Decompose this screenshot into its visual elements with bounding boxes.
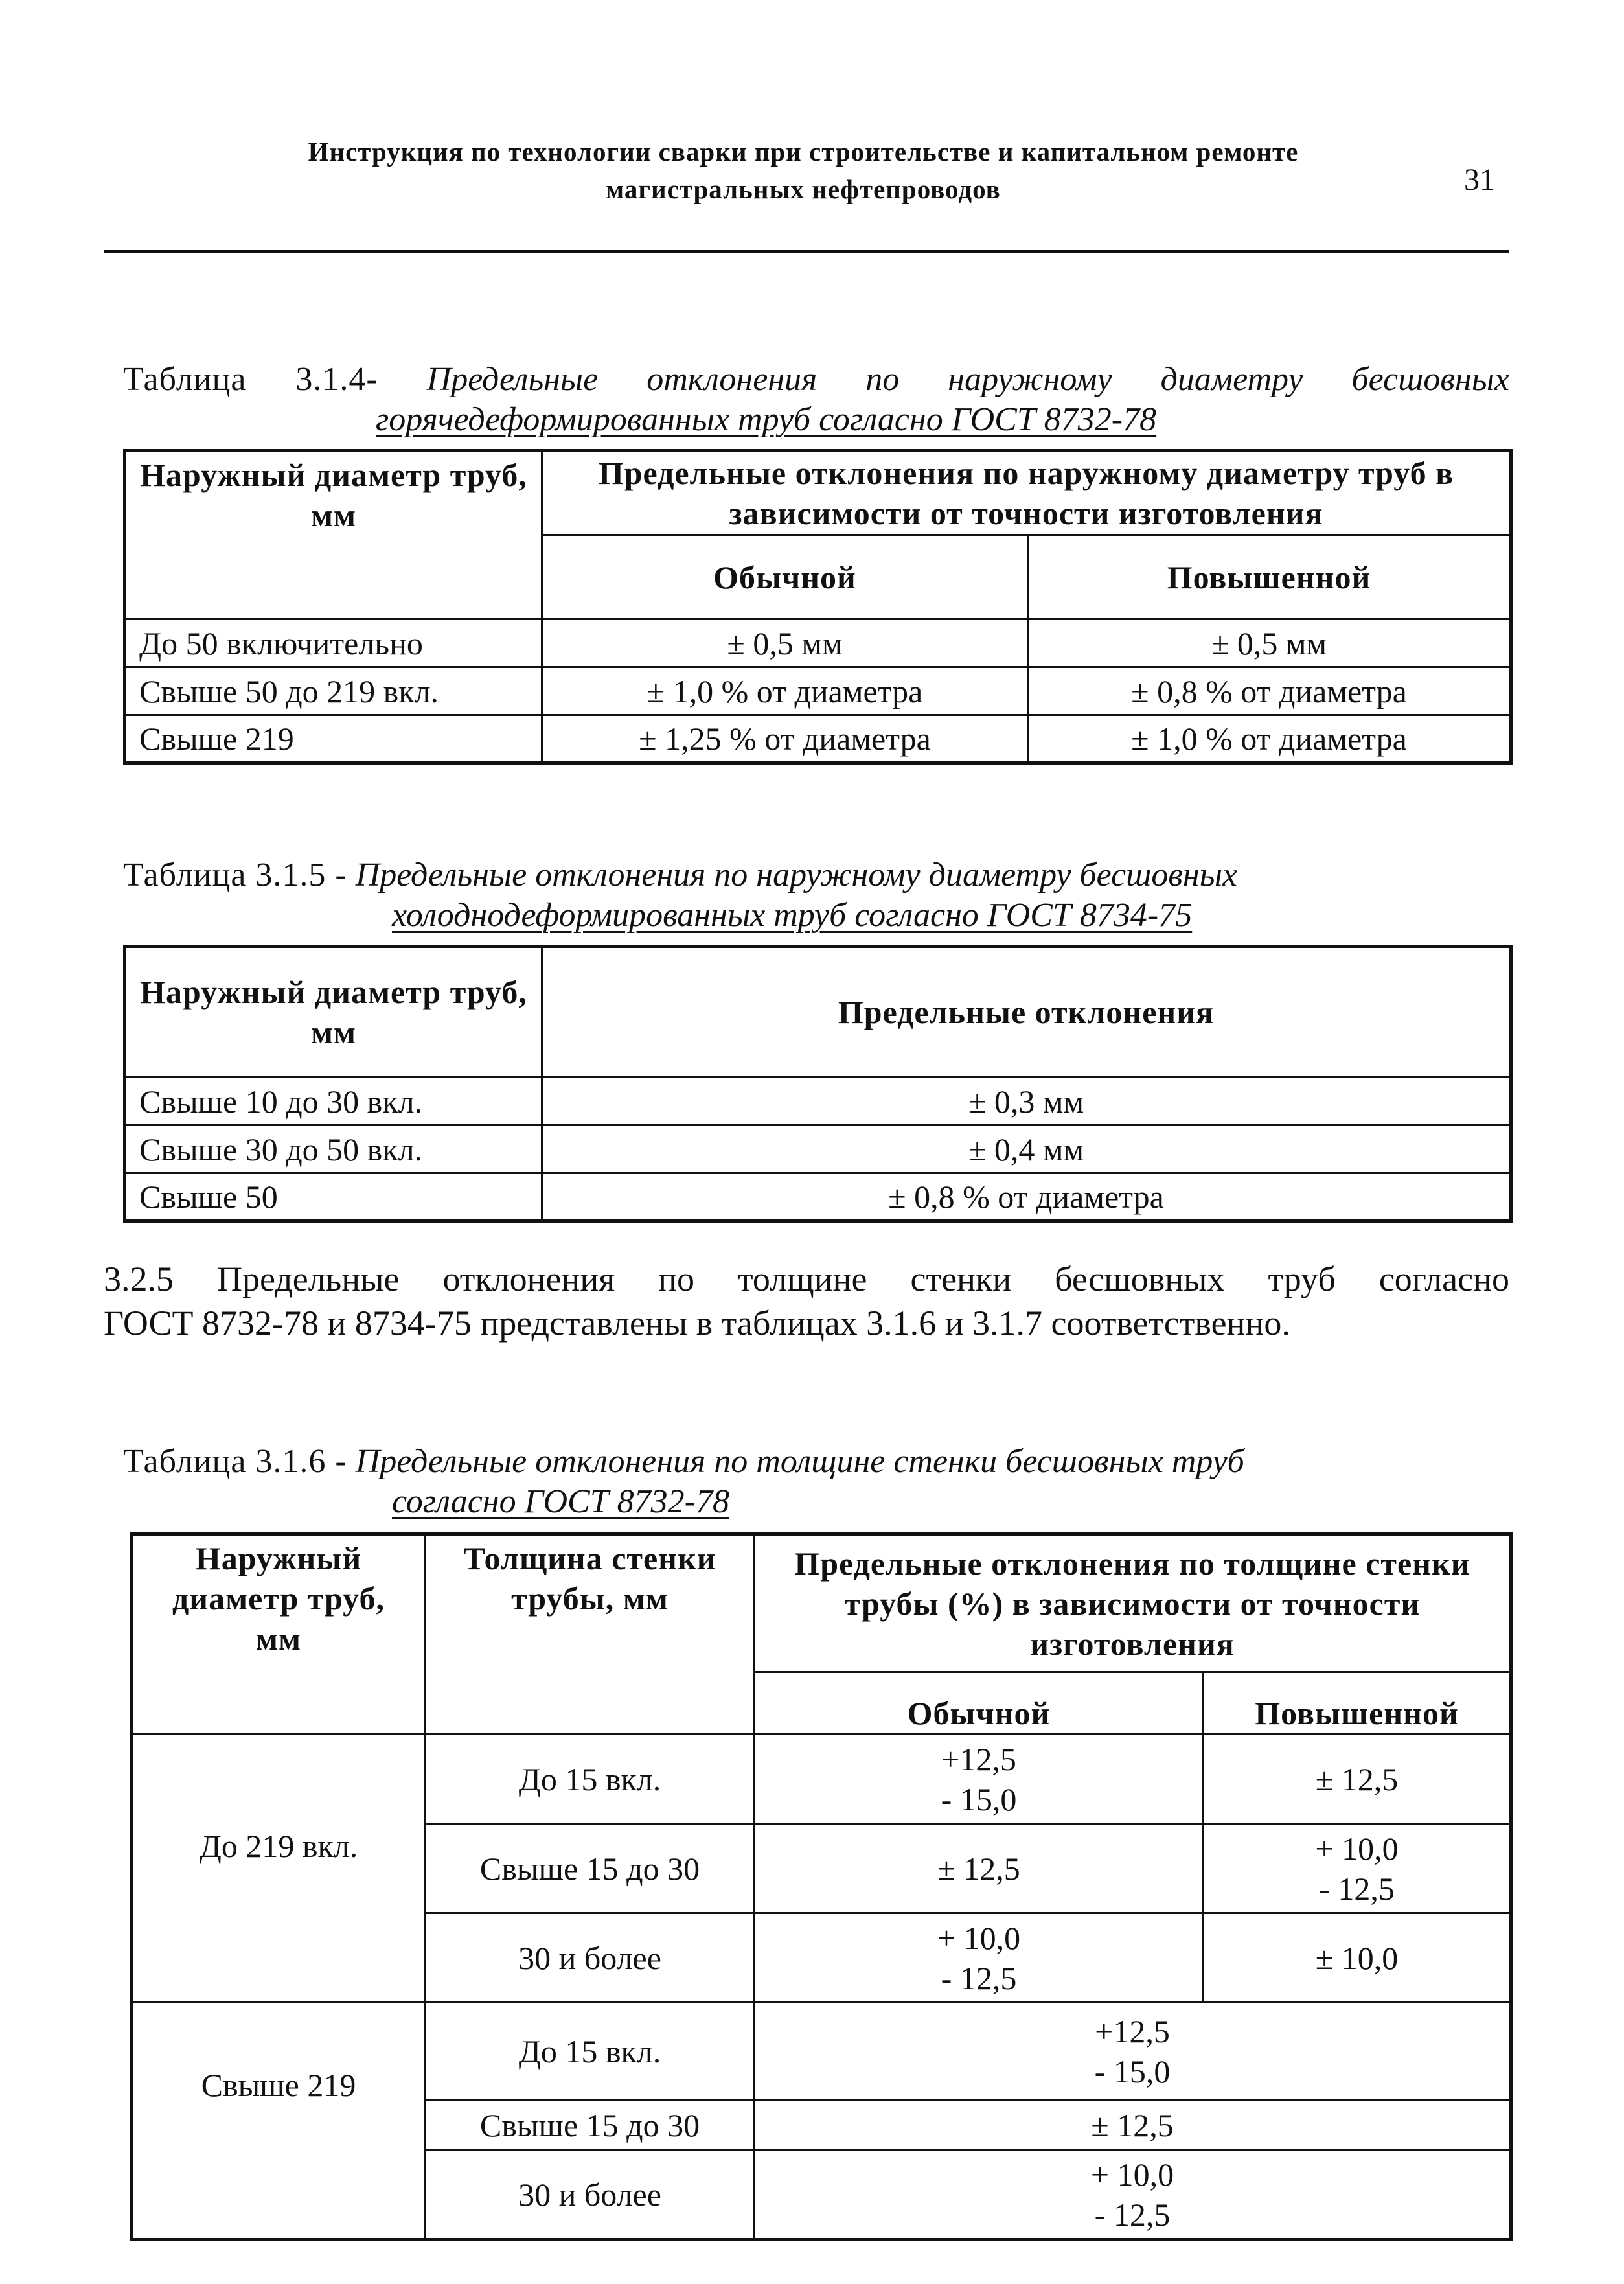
cell-diameter: Свыше 10 до 30 вкл. [125, 1078, 542, 1125]
table-3-1-5 [123, 945, 1513, 1223]
caption-label: Таблица 3.1.6 - [123, 1443, 347, 1480]
cell-diameter: Свыше 219 [132, 2003, 426, 2240]
deviation-plus: + 10,0 [937, 1919, 1021, 1956]
cell-increased [1204, 1824, 1511, 1913]
column-header-diameter: Наружный диаметр труб, мм [125, 451, 542, 619]
cell-thickness: До 15 вкл. [426, 2003, 755, 2100]
column-header-ordinary: Обычной [542, 535, 1028, 619]
cell-diameter: До 50 включительно [125, 619, 542, 667]
deviation-minus: - 12,5 [941, 1959, 1017, 1996]
caption-title-cont: горячедеформированных труб согласно ГОСТ 8732-78 [376, 401, 1157, 438]
deviation-minus: - 15,0 [941, 1781, 1017, 1817]
table-row [132, 1735, 1511, 1824]
cell-thickness: 30 и более [426, 1913, 755, 2003]
caption-label: Таблица 3.1.4- [123, 361, 378, 398]
header-line-2: магистральных нефтепроводов [606, 174, 1001, 204]
column-header-diameter: Наружный диаметр труб, мм [132, 1534, 426, 1735]
cell-thickness: Свыше 15 до 30 [426, 2100, 755, 2151]
table-3-1-4-caption [123, 360, 1509, 440]
cell-increased: ± 0,8 % от диаметра [1028, 667, 1511, 715]
cell-ordinary [755, 1735, 1204, 1824]
cell-thickness: 30 и более [426, 2151, 755, 2240]
table-row [125, 619, 1511, 667]
cell-ordinary [755, 1913, 1204, 2003]
table-3-1-6-caption [123, 1442, 1509, 1522]
cell-thickness: Свыше 15 до 30 [426, 1824, 755, 1913]
deviation-plus: + 10,0 [1090, 2156, 1174, 2193]
column-header-ordinary: Обычной [755, 1672, 1204, 1735]
paragraph-line-2: ГОСТ 8732-78 и 8734-75 представлены в таблицах 3.1.6 и 3.1.7 соответственно. [104, 1304, 1290, 1343]
header-line-1: Инструкция по технологии сварки при строительстве и капитальном ремонте [308, 137, 1299, 167]
cell-deviation: ± 12,5 [755, 2100, 1511, 2151]
cell-deviation: ± 0,8 % от диаметра [542, 1173, 1511, 1221]
cell-deviation: ± 0,4 мм [542, 1125, 1511, 1173]
cell-diameter: Свыше 30 до 50 вкл. [125, 1125, 542, 1173]
cell-increased: ± 1,0 % от диаметра [1028, 715, 1511, 763]
cell-increased: ± 10,0 [1204, 1913, 1511, 2003]
running-header [194, 133, 1412, 208]
paragraph-3-2-5 [104, 1257, 1509, 1345]
column-header-deviation-group: Предельные отклонения по наружному диаметру труб в зависимости от точности изготовления [542, 451, 1511, 535]
column-header-deviation-group: Предельные отклонения по толщине стенки трубы (%) в зависимости от точности изготовления [755, 1534, 1511, 1672]
page-number: 31 [1464, 163, 1495, 197]
cell-diameter: Свыше 50 до 219 вкл. [125, 667, 542, 715]
cell-ordinary: ± 1,25 % от диаметра [542, 715, 1028, 763]
column-header-increased: Повышенной [1028, 535, 1511, 619]
deviation-minus: - 12,5 [1094, 2197, 1171, 2233]
caption-title-cont: холоднодеформированных труб согласно ГОСТ 8734-75 [392, 897, 1193, 934]
caption-title-cont: согласно ГОСТ 8732-78 [392, 1483, 729, 1520]
deviation-plus: +12,5 [941, 1740, 1016, 1777]
column-header-deviation: Предельные отклонения [542, 947, 1511, 1078]
deviation-minus: - 15,0 [1094, 2053, 1171, 2090]
table-row [125, 715, 1511, 763]
cell-deviation [755, 2151, 1511, 2240]
caption-label: Таблица 3.1.5 - [123, 857, 347, 894]
cell-diameter: Свыше 219 [125, 715, 542, 763]
column-header-thickness: Толщина стенки трубы, мм [426, 1534, 755, 1735]
caption-title: Предельные отклонения по наружному диаметру бесшовных [426, 361, 1510, 398]
cell-thickness: До 15 вкл. [426, 1735, 755, 1824]
table-3-1-5-caption [123, 855, 1509, 936]
table-row [125, 1078, 1511, 1125]
cell-ordinary: ± 12,5 [755, 1824, 1204, 1913]
cell-deviation [755, 2003, 1511, 2100]
cell-increased: ± 12,5 [1204, 1735, 1511, 1824]
deviation-plus: +12,5 [1095, 2013, 1170, 2049]
caption-title: Предельные отклонения по наружному диаметру бесшовных [355, 857, 1238, 894]
cell-ordinary: ± 1,0 % от диаметра [542, 667, 1028, 715]
column-header-diameter: Наружный диаметр труб, мм [125, 947, 542, 1078]
cell-diameter: До 219 вкл. [132, 1735, 426, 2003]
header-rule [104, 250, 1509, 253]
cell-increased: ± 0,5 мм [1028, 619, 1511, 667]
table-3-1-6 [130, 1532, 1513, 2241]
table-row [125, 1125, 1511, 1173]
cell-deviation: ± 0,3 мм [542, 1078, 1511, 1125]
table-row [125, 1173, 1511, 1221]
deviation-plus: + 10,0 [1315, 1830, 1399, 1867]
paragraph-line-1: 3.2.5 Предельные отклонения по толщине стенки бесшовных труб согласно [104, 1260, 1509, 1298]
column-header-increased: Повышенной [1204, 1672, 1511, 1735]
cell-ordinary: ± 0,5 мм [542, 619, 1028, 667]
cell-diameter: Свыше 50 [125, 1173, 542, 1221]
table-row [125, 667, 1511, 715]
table-3-1-4 [123, 449, 1513, 765]
table-row [132, 2003, 1511, 2100]
deviation-minus: - 12,5 [1319, 1870, 1395, 1907]
caption-title: Предельные отклонения по толщине стенки бесшовных труб [355, 1443, 1244, 1480]
